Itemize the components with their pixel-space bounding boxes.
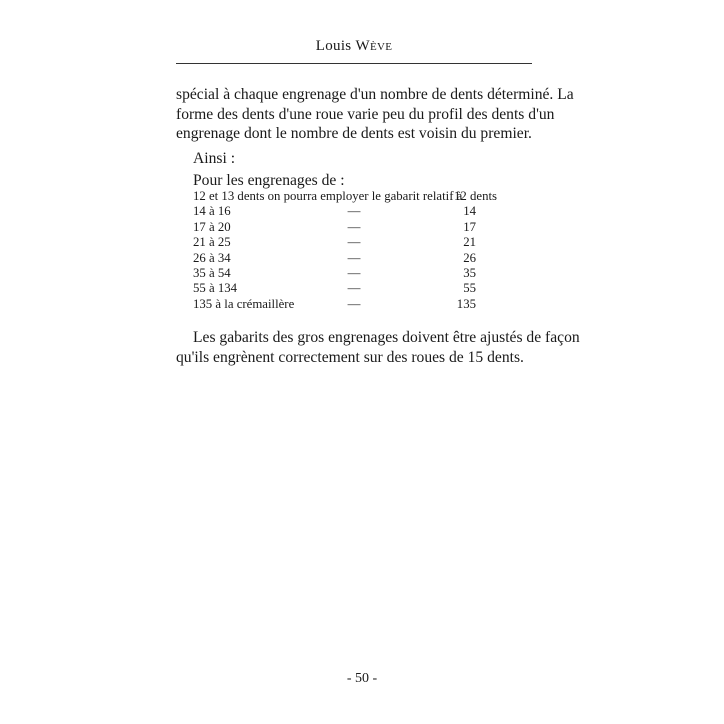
table-dash: — — [347, 265, 361, 280]
table-range: 26 à 34 — [193, 250, 231, 265]
table-range: 17 à 20 — [193, 219, 231, 234]
table-row — [193, 220, 513, 235]
table-range: 55 à 134 — [193, 281, 238, 296]
table-value: 55 — [463, 281, 476, 296]
table-value: 135 — [456, 296, 476, 311]
header-rule — [176, 63, 532, 64]
table-dash: — — [347, 235, 361, 250]
running-header — [176, 38, 532, 55]
table-value: 26 — [463, 250, 476, 265]
paragraph-intro — [176, 85, 574, 144]
table-row — [193, 297, 513, 312]
table-dash: — — [347, 219, 361, 234]
paragraph-conclusion — [176, 328, 580, 367]
table-value: 17 — [463, 219, 476, 234]
table-row — [193, 204, 513, 219]
table-range: 21 à 25 — [193, 235, 231, 250]
pour-les-engrenages-line: Pour les engrenages de : — [193, 172, 345, 189]
table-value: 35 — [463, 265, 476, 280]
table-value: 14 — [463, 204, 476, 219]
gabarit-table — [193, 189, 513, 312]
table-row — [193, 281, 513, 296]
author-first-name: Louis — [315, 38, 352, 54]
table-range: 12 et 13 dents on pourra employer le gabarit relatif à — [193, 189, 463, 203]
page-number: - 50 - — [346, 671, 378, 686]
table-row — [193, 189, 513, 204]
table-range: 35 à 54 — [193, 265, 231, 280]
text-line: forme des dents d'une roue varie peu du profil des dents d'un — [176, 105, 555, 123]
text-line: engrenage dont le nombre de dents est voisin du premier. — [176, 125, 532, 142]
table-dash: — — [347, 204, 361, 219]
author-last-name: Wève — [355, 38, 393, 54]
table-row — [193, 235, 513, 250]
table-dash: — — [347, 296, 361, 311]
text-line: qu'ils engrènent correctement sur des roues de 15 dents. — [176, 348, 524, 366]
table-value: 21 — [463, 235, 476, 250]
table-row — [193, 251, 513, 266]
table-range: 135 à la crémaillère — [193, 296, 295, 311]
table-row — [193, 266, 513, 281]
table-dash: — — [347, 281, 361, 296]
table-value: 12 dents — [454, 189, 498, 203]
text-line: Les gabarits des gros engrenages doivent être ajustés de façon — [193, 329, 580, 346]
ainsi-line: Ainsi : — [193, 150, 236, 167]
text-line: spécial à chaque engrenage d'un nombre de dents déterminé. La — [176, 86, 574, 103]
table-range: 14 à 16 — [193, 204, 231, 219]
table-dash: — — [347, 250, 361, 265]
